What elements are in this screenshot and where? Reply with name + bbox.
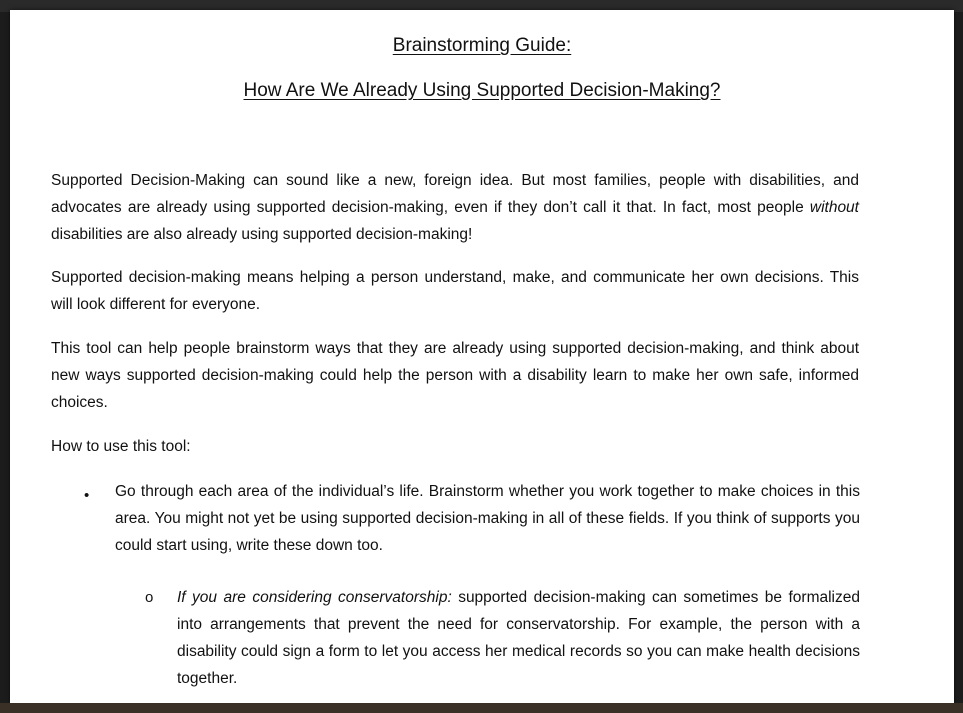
bullet-item: Go through each area of the individual’s life. Brainstorm whether you work together to make choices in this area. You might not yet be using supported decision-making in all of these fields. If you think of supports you could start using, write these down too. [115,483,860,554]
sub-bullet-emphasis: If you are considering conservatorship: [177,589,452,606]
bullet-marker: • [84,487,90,504]
sub-bullet-item [177,584,860,692]
sub-bullet-marker: o [145,589,154,606]
sub-bullet-text: supported decision-making can sometimes be formalized into arrangements that prevent the need for conservatorship. For example, the person with a disability could sign a form to let you access her medical records so you can make health decisions together. [177,589,860,687]
definition-paragraph: Supported decision-making means helping a person understand, make, and communicate her own decisions. This will look different for everyone. [51,269,859,313]
document-title: Brainstorming Guide: [392,35,572,56]
purpose-paragraph: This tool can help people brainstorm ways that they are already using supported decision-making, and think about new ways supported decision-making could help the person with a disability learn to make her own safe, informed choices. [51,340,859,411]
document-subtitle: How Are We Already Using Supported Decision-Making? [243,80,721,101]
intro-text-a: Supported Decision-Making can sound like a new, foreign idea. But most families, people with disabilities, and advocates are already using supported decision-making, even if they don’t call it that. In fact, most people [51,172,859,216]
intro-paragraph [51,167,859,248]
document-page [10,10,954,703]
intro-text-b: disabilities are also already using supported decision-making! [51,226,473,243]
intro-emphasis: without [809,199,859,216]
background-bottom-strip [0,703,963,713]
how-to-heading: How to use this tool: [51,438,191,455]
